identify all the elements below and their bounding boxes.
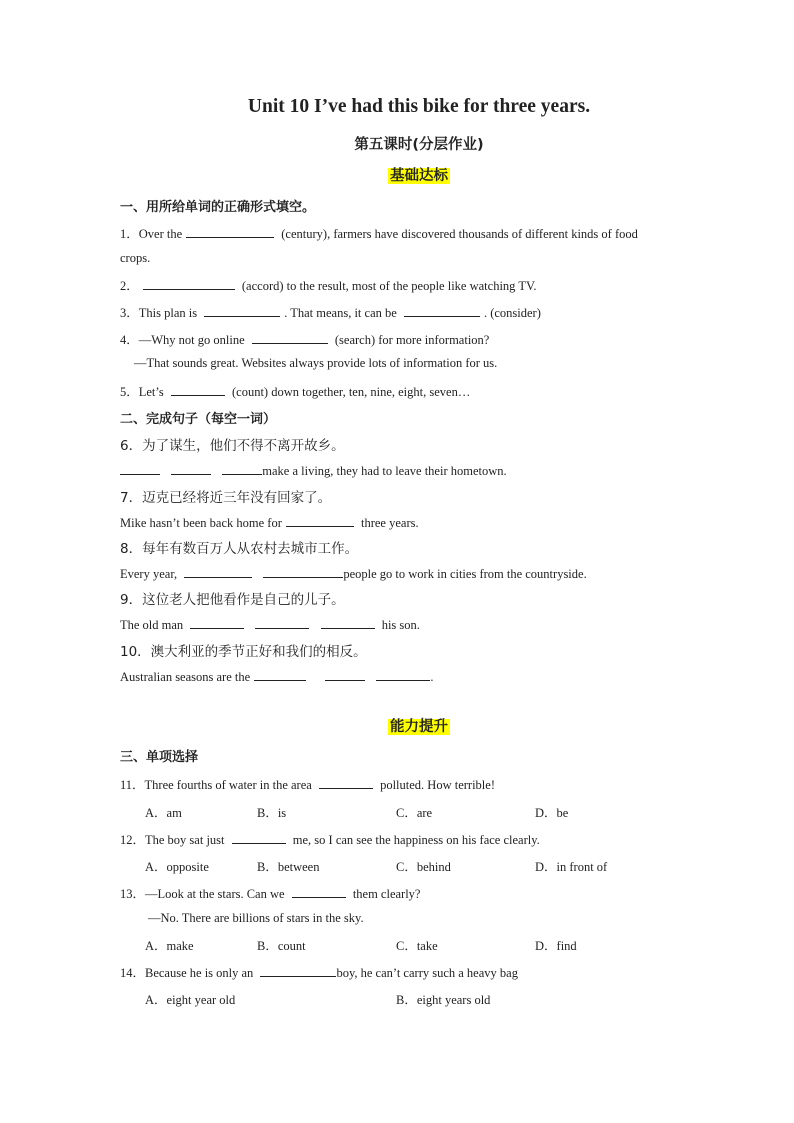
question-4 bbox=[120, 330, 489, 348]
q9-text-b: his son. bbox=[381, 618, 420, 632]
q12-option-d: D．in front of bbox=[535, 860, 608, 874]
q11-option-a: A．am bbox=[145, 806, 182, 820]
q14-option-b: B．eight years old bbox=[396, 993, 491, 1007]
answer-blank bbox=[143, 277, 235, 290]
question-1 bbox=[120, 224, 638, 242]
q12-option-b: B．between bbox=[257, 860, 320, 874]
section-advanced bbox=[0, 715, 794, 736]
q8-text-b: people go to work in cities from the countryside. bbox=[343, 567, 587, 581]
question-9-prompt: 9．这位老人把他看作是自己的儿子。 bbox=[120, 592, 345, 608]
answer-blank bbox=[120, 462, 160, 475]
question-12 bbox=[120, 830, 540, 848]
q11-option-c: C．are bbox=[396, 806, 433, 820]
q5-text-b: (count) down together, ten, nine, eight, seven… bbox=[232, 385, 471, 399]
q14-option-a: A．eight year old bbox=[145, 993, 236, 1007]
q9-text-a: The old man bbox=[120, 618, 184, 632]
question-3 bbox=[120, 303, 541, 321]
section-basic bbox=[0, 164, 794, 185]
question-6-prompt: 6．为了谋生，他们不得不离开故乡。 bbox=[120, 438, 345, 454]
answer-blank bbox=[171, 383, 225, 396]
q14-text-b: boy, he can’t carry such a heavy bag bbox=[336, 966, 518, 980]
question-5 bbox=[120, 382, 470, 400]
q4-text-a: 4．—Why not go online bbox=[120, 333, 245, 347]
question-10-prompt: 10．澳大利亚的季节正好和我们的相反。 bbox=[120, 644, 367, 660]
answer-blank bbox=[252, 331, 328, 344]
q12-text-b: me, so I can see the happiness on his face clearly. bbox=[292, 833, 540, 847]
q11-option-b: B．is bbox=[257, 806, 287, 820]
q1-text-a: 1．Over the bbox=[120, 227, 183, 241]
answer-blank bbox=[190, 616, 244, 629]
question-7-prompt: 7．迈克已经将近三年没有回家了。 bbox=[120, 490, 332, 506]
q3-text-b: . That means, it can be bbox=[284, 306, 397, 320]
section-advanced-label: 能力提升 bbox=[390, 719, 448, 735]
q2-text-a: 2． bbox=[120, 279, 139, 293]
q3-text-c: . (consider) bbox=[483, 306, 541, 320]
q4-text-b: (search) for more information? bbox=[334, 333, 490, 347]
question-13 bbox=[120, 884, 420, 902]
q12-text-a: 12．The boy sat just bbox=[120, 833, 225, 847]
q2-text-b: (accord) to the result, most of the people like watching TV. bbox=[241, 279, 537, 293]
question-9-answer-line bbox=[120, 616, 420, 633]
answer-blank bbox=[292, 885, 346, 898]
q5-text-a: 5．Let’s bbox=[120, 385, 164, 399]
q13-text-a: 13．—Look at the stars. Can we bbox=[120, 887, 285, 901]
answer-blank bbox=[321, 616, 375, 629]
q13-text-b: them clearly? bbox=[352, 887, 421, 901]
answer-blank bbox=[171, 462, 211, 475]
q1-text-b: (century), farmers have discovered thousands of different kinds of food bbox=[281, 227, 638, 241]
question-4-reply: —That sounds great. Websites always provide lots of information for us. bbox=[134, 356, 498, 370]
page-title: Unit 10 I’ve had this bike for three years. bbox=[247, 96, 591, 117]
question-1-cont: crops. bbox=[120, 251, 151, 265]
q6-english: make a living, they had to leave their hometown. bbox=[262, 464, 507, 478]
answer-blank bbox=[404, 304, 480, 317]
q13-option-d: D．find bbox=[535, 939, 577, 953]
q13-option-c: C．take bbox=[396, 939, 438, 953]
part2-heading: 二、完成句子（每空一词） bbox=[120, 412, 277, 427]
answer-blank bbox=[260, 964, 336, 977]
q3-text-a: 3．This plan is bbox=[120, 306, 198, 320]
question-6-answer-line bbox=[120, 462, 507, 479]
answer-blank bbox=[286, 514, 354, 527]
answer-blank bbox=[186, 225, 274, 238]
answer-blank bbox=[184, 565, 252, 578]
question-8-prompt: 8．每年有数百万人从农村去城市工作。 bbox=[120, 541, 359, 557]
q11-option-d: D．be bbox=[535, 806, 569, 820]
answer-blank bbox=[232, 831, 286, 844]
q14-text-a: 14．Because he is only an bbox=[120, 966, 254, 980]
question-13-reply: —No. There are billions of stars in the sky. bbox=[148, 911, 364, 925]
answer-blank bbox=[263, 565, 343, 578]
question-2 bbox=[120, 276, 537, 294]
q13-option-a: A．make bbox=[145, 939, 194, 953]
answer-blank bbox=[254, 668, 306, 681]
answer-blank bbox=[376, 668, 430, 681]
question-8-answer-line bbox=[120, 565, 587, 582]
q11-text-b: polluted. How terrible! bbox=[380, 778, 495, 792]
part1-heading: 一、用所给单词的正确形式填空。 bbox=[120, 200, 316, 215]
answer-blank bbox=[222, 462, 262, 475]
answer-blank bbox=[325, 668, 365, 681]
q11-text-a: 11．Three fourths of water in the area bbox=[120, 778, 312, 792]
q10-text-b: . bbox=[430, 670, 434, 684]
q10-text-a: Australian seasons are the bbox=[120, 670, 251, 684]
answer-blank bbox=[204, 304, 280, 317]
section-basic-label: 基础达标 bbox=[390, 168, 448, 184]
answer-blank bbox=[255, 616, 309, 629]
question-7-answer-line bbox=[120, 514, 419, 531]
q12-option-c: C．behind bbox=[396, 860, 451, 874]
page-subtitle: 第五课时(分层作业) bbox=[354, 137, 484, 153]
q8-text-a: Every year, bbox=[120, 567, 178, 581]
question-11 bbox=[120, 775, 495, 793]
q12-option-a: A．opposite bbox=[145, 860, 209, 874]
q7-text-a: Mike hasn’t been back home for bbox=[120, 516, 282, 530]
answer-blank bbox=[319, 776, 373, 789]
q13-option-b: B．count bbox=[257, 939, 306, 953]
question-14 bbox=[120, 963, 518, 981]
question-10-answer-line bbox=[120, 668, 434, 685]
q7-text-b: three years. bbox=[361, 516, 419, 530]
part3-heading: 三、单项选择 bbox=[120, 750, 199, 765]
